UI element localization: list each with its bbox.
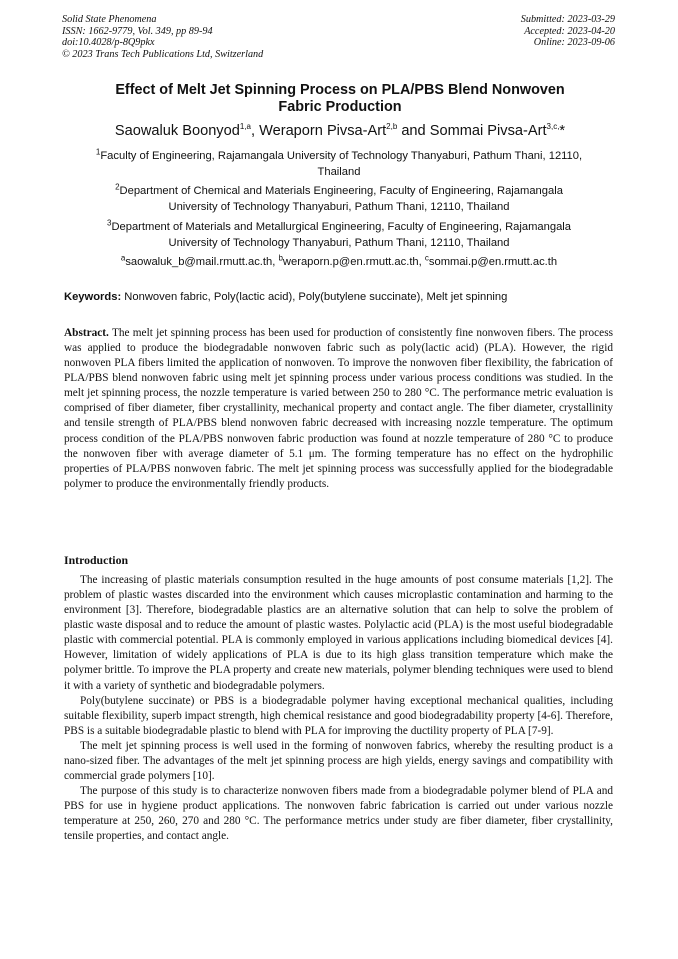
affiliation-line: Thailand bbox=[317, 165, 361, 178]
affiliation-marker: 1 bbox=[95, 147, 101, 157]
intro-paragraph: The purpose of this study is to characterize nonwoven fibers made from a biodegradable polymer blend of PLA and PBS for use in hygiene product applications. The nonwoven fabric fabrication is carried out under various nozzle temperature at 250, 260, 270 and 280 °C. The performance metrics under study are fiber diameter, fiber crystallinity, tensile properties, and contact angle. bbox=[64, 785, 613, 843]
submitted-date: Submitted: 2023-03-29 bbox=[520, 14, 615, 25]
intro-paragraph: Poly(butylene succinate) or PBS is a biodegradable polymer having exceptional mechanical qualities, including suitable flexibility, superb impact strength, high chemical resistance and good biodegradability property [4-6]. Therefore, PBS is a suitable biodegradable plastic to blend with PLA for improving the ductility property of PLA [7-9]. bbox=[64, 694, 613, 737]
email-marker: b bbox=[278, 253, 283, 263]
keywords-label: Keywords: bbox=[64, 291, 122, 303]
intro-paragraph: The melt jet spinning process is well used in the forming of nonwoven fabrics, whereby the resulting product is a nano-sized fiber. The advantages of the melt jet spinning process are high yields, energy savings and compatibility with commercial grade polymers [10]. bbox=[64, 739, 613, 783]
affiliation-text: Department of Chemical and Materials Engineering, Faculty of Engineering, Rajamangala bbox=[119, 185, 563, 197]
email-separator: , bbox=[418, 256, 425, 268]
author-separator: and bbox=[397, 123, 430, 139]
publication-info bbox=[62, 14, 362, 60]
email-link-2[interactable]: weraporn.p@en.rmutt.ac.th bbox=[282, 256, 419, 268]
issn-volume-pages: ISSN: 1662-9779, Vol. 349, pp 89-94 bbox=[62, 25, 213, 37]
author-1-marker: 1,a bbox=[239, 122, 251, 132]
title-line-2: Fabric Production bbox=[278, 99, 402, 115]
affiliation-2 bbox=[56, 184, 622, 215]
affiliation-line bbox=[56, 149, 622, 165]
author-2-marker: 2,b bbox=[386, 122, 398, 132]
abstract-label: Abstract. bbox=[64, 327, 109, 339]
author-separator: , bbox=[250, 123, 260, 139]
affiliation-line bbox=[56, 220, 622, 236]
accepted-date: Accepted: 2023-04-20 bbox=[524, 25, 615, 37]
author-emails bbox=[56, 255, 622, 270]
online-date: Online: 2023-09-06 bbox=[533, 37, 615, 49]
corresponding-author-mark: * bbox=[559, 123, 566, 139]
author-3: Sommai Pivsa-Art bbox=[429, 123, 547, 139]
affiliation-3 bbox=[56, 220, 622, 251]
keywords bbox=[64, 290, 624, 305]
author-list bbox=[40, 122, 640, 140]
affiliation-line bbox=[56, 184, 622, 200]
introduction-body bbox=[64, 573, 613, 844]
abstract bbox=[64, 326, 613, 492]
affiliation-line: University of Technology Thanyaburi, Pathum Thani, 12110, Thailand bbox=[168, 236, 510, 249]
affiliation-line: University of Technology Thanyaburi, Pathum Thani, 12110, Thailand bbox=[168, 200, 510, 213]
section-heading-introduction: Introduction bbox=[64, 553, 129, 567]
email-separator: , bbox=[272, 256, 279, 268]
email-link-3[interactable]: sommai.p@en.rmutt.ac.th bbox=[428, 256, 558, 268]
abstract-text: The melt jet spinning process has been used for production of consistently fine nonwoven fibers. The process was applied to produce the biodegradable nonwoven fabric such as poly(lactic acid) (PLA). However, the rigid nonwoven PLA fibers limited the application of nonwoven. To improve the nonwoven fiber flexibility, the fabrication of PLA/PBS blend nonwoven fabric using melt jet spinning process under various process conditions was studied. In the melt jet spinning process, the nozzle temperature is varied between 250 to 280 °C. The performance metric evaluation is comprised of fiber diameter, fiber crystallinity, mechanical property and contact angle. The fiber diameter, crystallinity and tensile strength of PLA/PBS blend nonwoven fabric decreased with increasing nozzle temperature. The optimum process condition of the PLA/PBS nonwoven fabric production was found at nozzle temperature of 280 °C to produce the nonwoven fiber with average diameter of 5.1 μm. The forming temperature has no effect on the hydrophilic properties of PLA/PBS nonwoven fabric. The melt jet spinning process was successfully applied for the biodegradable polymer to produce the environmentally friendly products. bbox=[64, 327, 613, 490]
affiliation-1 bbox=[56, 149, 622, 180]
affiliation-text: Department of Materials and Metallurgical Engineering, Faculty of Engineering, Rajamangala bbox=[111, 221, 571, 233]
publication-dates bbox=[365, 14, 615, 49]
author-1: Saowaluk Boonyod bbox=[114, 123, 240, 139]
affiliation-text: Faculty of Engineering, Rajamangala University of Technology Thanyaburi, Pathum Thani, 12110, bbox=[100, 150, 583, 162]
keywords-text: Nonwoven fabric, Poly(lactic acid), Poly(butylene succinate), Melt jet spinning bbox=[121, 291, 508, 303]
email-marker: c bbox=[424, 253, 429, 263]
affiliation-marker: 2 bbox=[115, 182, 120, 192]
email-link-1[interactable]: saowaluk_b@mail.rmutt.ac.th bbox=[125, 256, 273, 268]
intro-paragraph: The increasing of plastic materials consumption resulted in the huge amounts of post consume materials [1,2]. The problem of plastic wastes discarded into the environment which causes microplastic contamination and harming to the environment [3]. Therefore, biodegradable plastics are an alternative solution that can help to solve the problem of plastic waste disposal and to reduce the amount of plastic wastes. Polylactic acid (PLA) is the most useful biodegradable plastic with commercial potential. PLA is commonly employed in various applications including biomedical devices [4]. However, limitation of widely applications of PLA is due to its high glass transition temperature which make the polymer brittle. To improve the PLA property and create new materials, polymer blending techniques were used to blend it with a variety of synthetic and biodegradable polymers. bbox=[64, 574, 613, 692]
author-2: Weraporn Pivsa-Art bbox=[259, 123, 387, 139]
affiliation-marker: 3 bbox=[106, 218, 112, 228]
author-3-marker: 3,c, bbox=[546, 122, 560, 132]
doi[interactable]: doi:10.4028/p-8Q9pkx bbox=[62, 37, 155, 49]
email-marker: a bbox=[120, 253, 126, 263]
copyright: © 2023 Trans Tech Publications Ltd, Switzerland bbox=[62, 48, 264, 60]
title-line-1: Effect of Melt Jet Spinning Process on PLA/PBS Blend Nonwoven bbox=[115, 82, 565, 98]
journal-name: Solid State Phenomena bbox=[62, 14, 157, 25]
paper-title bbox=[70, 82, 610, 116]
